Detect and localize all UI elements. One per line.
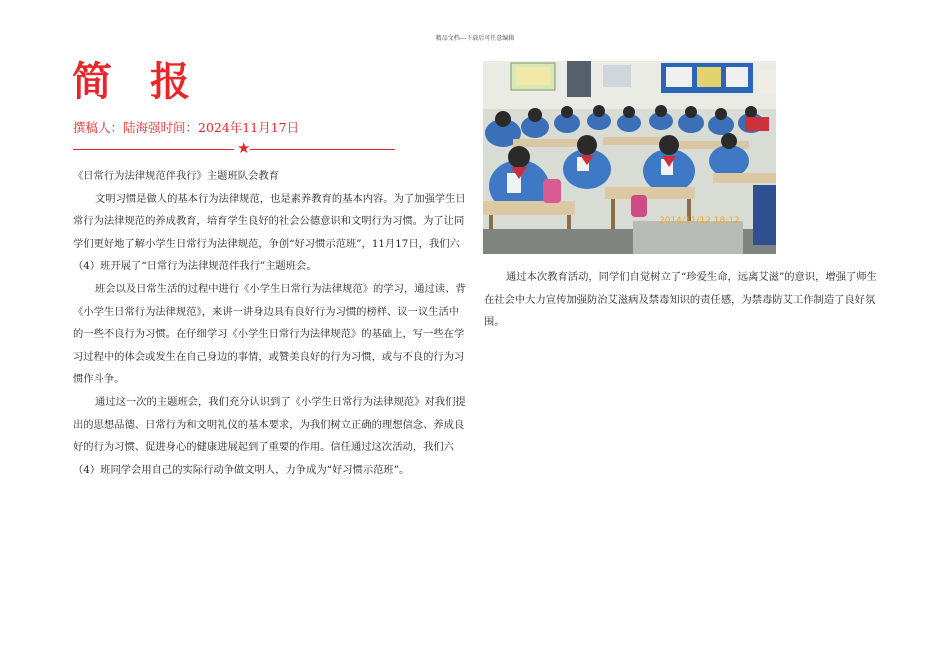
article-paragraph: 班会以及日常生活的过程中进行《小学生日常行为法律规范》的学习，通过读、背《小学生日常行为法律规范》，来讲一讲身边具有良好行为习惯的榜样、议一议生活中的一些不良行为习惯。在仔细学习《小学生日常行为法律规范》的基础上，写一些在学习过程中的体会或发生在自己身边的事情，或赞美良好的行为习惯，或与不良的行为习惯作斗争。 <box>73 282 466 386</box>
divider-line-right <box>250 149 395 150</box>
photo-timestamp: 2014/11/12 18:12 <box>659 216 740 226</box>
page-title: 简报 <box>72 58 228 105</box>
article-paragraph: 文明习惯是做人的基本行为法律规范，也是素养教育的基本内容。为了加强学生日常行为法律规范的养成教育，培育学生良好的社会公德意识和文明行为习惯。为了让同学们更好地了解小学生日常行为法律规范，争创“好习惯示范班”，11月17日，我们六（4）班开展了“日常行为法律规范伴我行”主题班会。 <box>73 192 466 273</box>
star-icon: ★ <box>237 139 251 157</box>
title-divider <box>73 141 395 157</box>
article-body <box>73 165 469 481</box>
classroom-photo <box>483 61 776 254</box>
article-subheading: 《日常行为法律规范伴我行》主题班队会教育 <box>73 170 279 182</box>
classroom-photo-image <box>483 61 776 254</box>
byline: 撰稿人：陆海强时间：2024年11月17日 <box>73 120 300 135</box>
right-paragraph: 通过本次教育活动，同学们自觉树立了“珍爱生命，远离艾滋”的意识，增强了师生在社会中大力宣传加强防治艾滋病及禁毒知识的责任感，为禁毒防艾工作制造了良好氛围。 <box>484 271 877 329</box>
divider-line-left <box>73 149 234 150</box>
photo-caption-text <box>484 266 882 334</box>
document-header-note: 精品文档---下载后可任意编辑 <box>435 35 515 42</box>
article-paragraph: 通过这一次的主题班会，我们充分认识到了《小学生日常行为法律规范》对我们提出的思想品德、日常行为和文明礼仪的基本要求，为我们树立正确的理想信念、养成良好的行为习惯、促进身心的健康进展起到了重要的作用。信任通过这次活动，我们六（4）班同学会用自己的实际行动争做文明人，力争成为“好习惯示范班”。 <box>73 395 466 476</box>
